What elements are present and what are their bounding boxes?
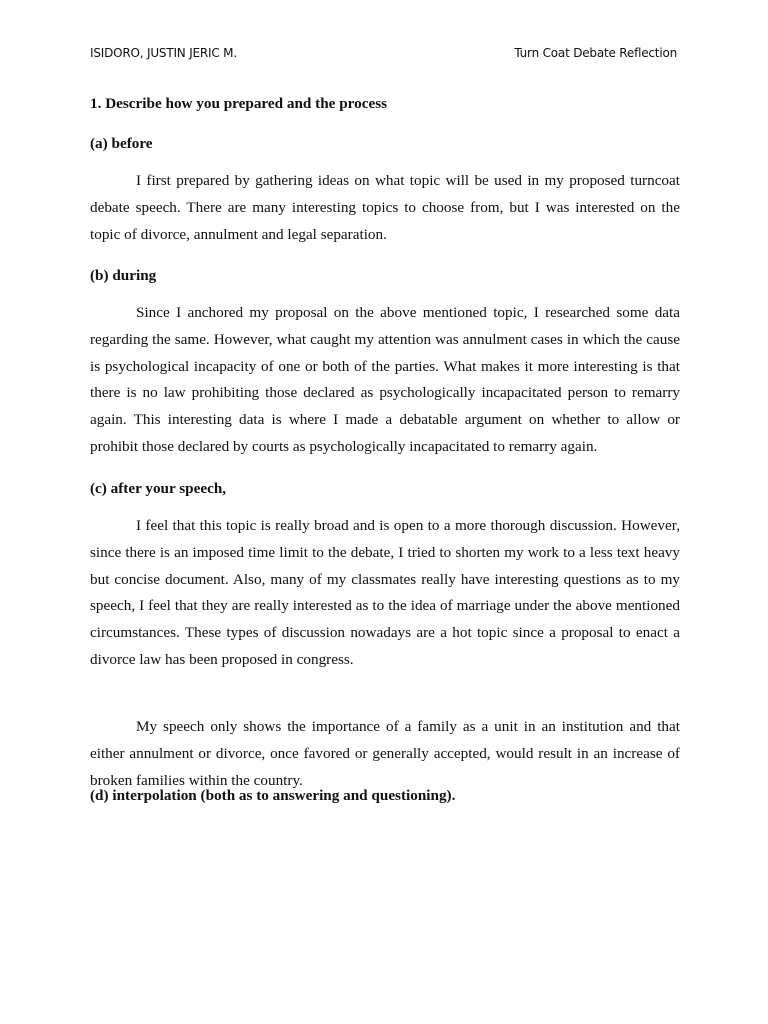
section-after-paragraph-2: My speech only shows the importance of a family as a unit in an institution and that either annulment or divorce, once favored or generally accepted, would result in an increase of broken families within the country. xyxy=(90,718,680,789)
document-title: Turn Coat Debate Reflection xyxy=(514,46,677,60)
section-after-heading: (c) after your speech, xyxy=(90,480,227,497)
section-during-paragraph: Since I anchored my proposal on the above mentioned topic, I researched some data regarding the same. However, what caught my attention was annulment cases in which the cause is psychological incapacity of one or both of the parties. What makes it more interesting is that there is no law prohibiting those declared as psychologically incapacitated person to remarry again. This interesting data is where I made a debatable argument on whether to allow or prohibit those declared by courts as psychologically incapacitated to remarry again. xyxy=(90,304,680,455)
section-before-paragraph: I first prepared by gathering ideas on what topic will be used in my proposed turncoat debate speech. There are many interesting topics to choose from, but I was interested on the topic of divorce, annulment and legal separation. xyxy=(90,172,680,243)
question-heading: 1. Describe how you prepared and the process xyxy=(90,95,388,112)
section-before-heading: (a) before xyxy=(90,135,153,152)
section-during-heading: (b) during xyxy=(90,267,157,284)
section-interpolation-heading: (d) interpolation (both as to answering and questioning). xyxy=(90,787,456,804)
author-name: ISIDORO, JUSTIN JERIC M. xyxy=(90,46,237,60)
section-after-paragraph-1: I feel that this topic is really broad and is open to a more thorough discussion. However, since there is an imposed time limit to the debate, I tried to shorten my work to a less text heavy but concise document. Also, many of my classmates really have interesting questions as to my speech, I feel that they are really interested as to the idea of marriage under the above mentioned circumstances. These types of discussion nowadays are a hot topic since a proposal to enact a divorce law has been proposed in congress. xyxy=(90,517,680,668)
page-header xyxy=(90,46,677,60)
